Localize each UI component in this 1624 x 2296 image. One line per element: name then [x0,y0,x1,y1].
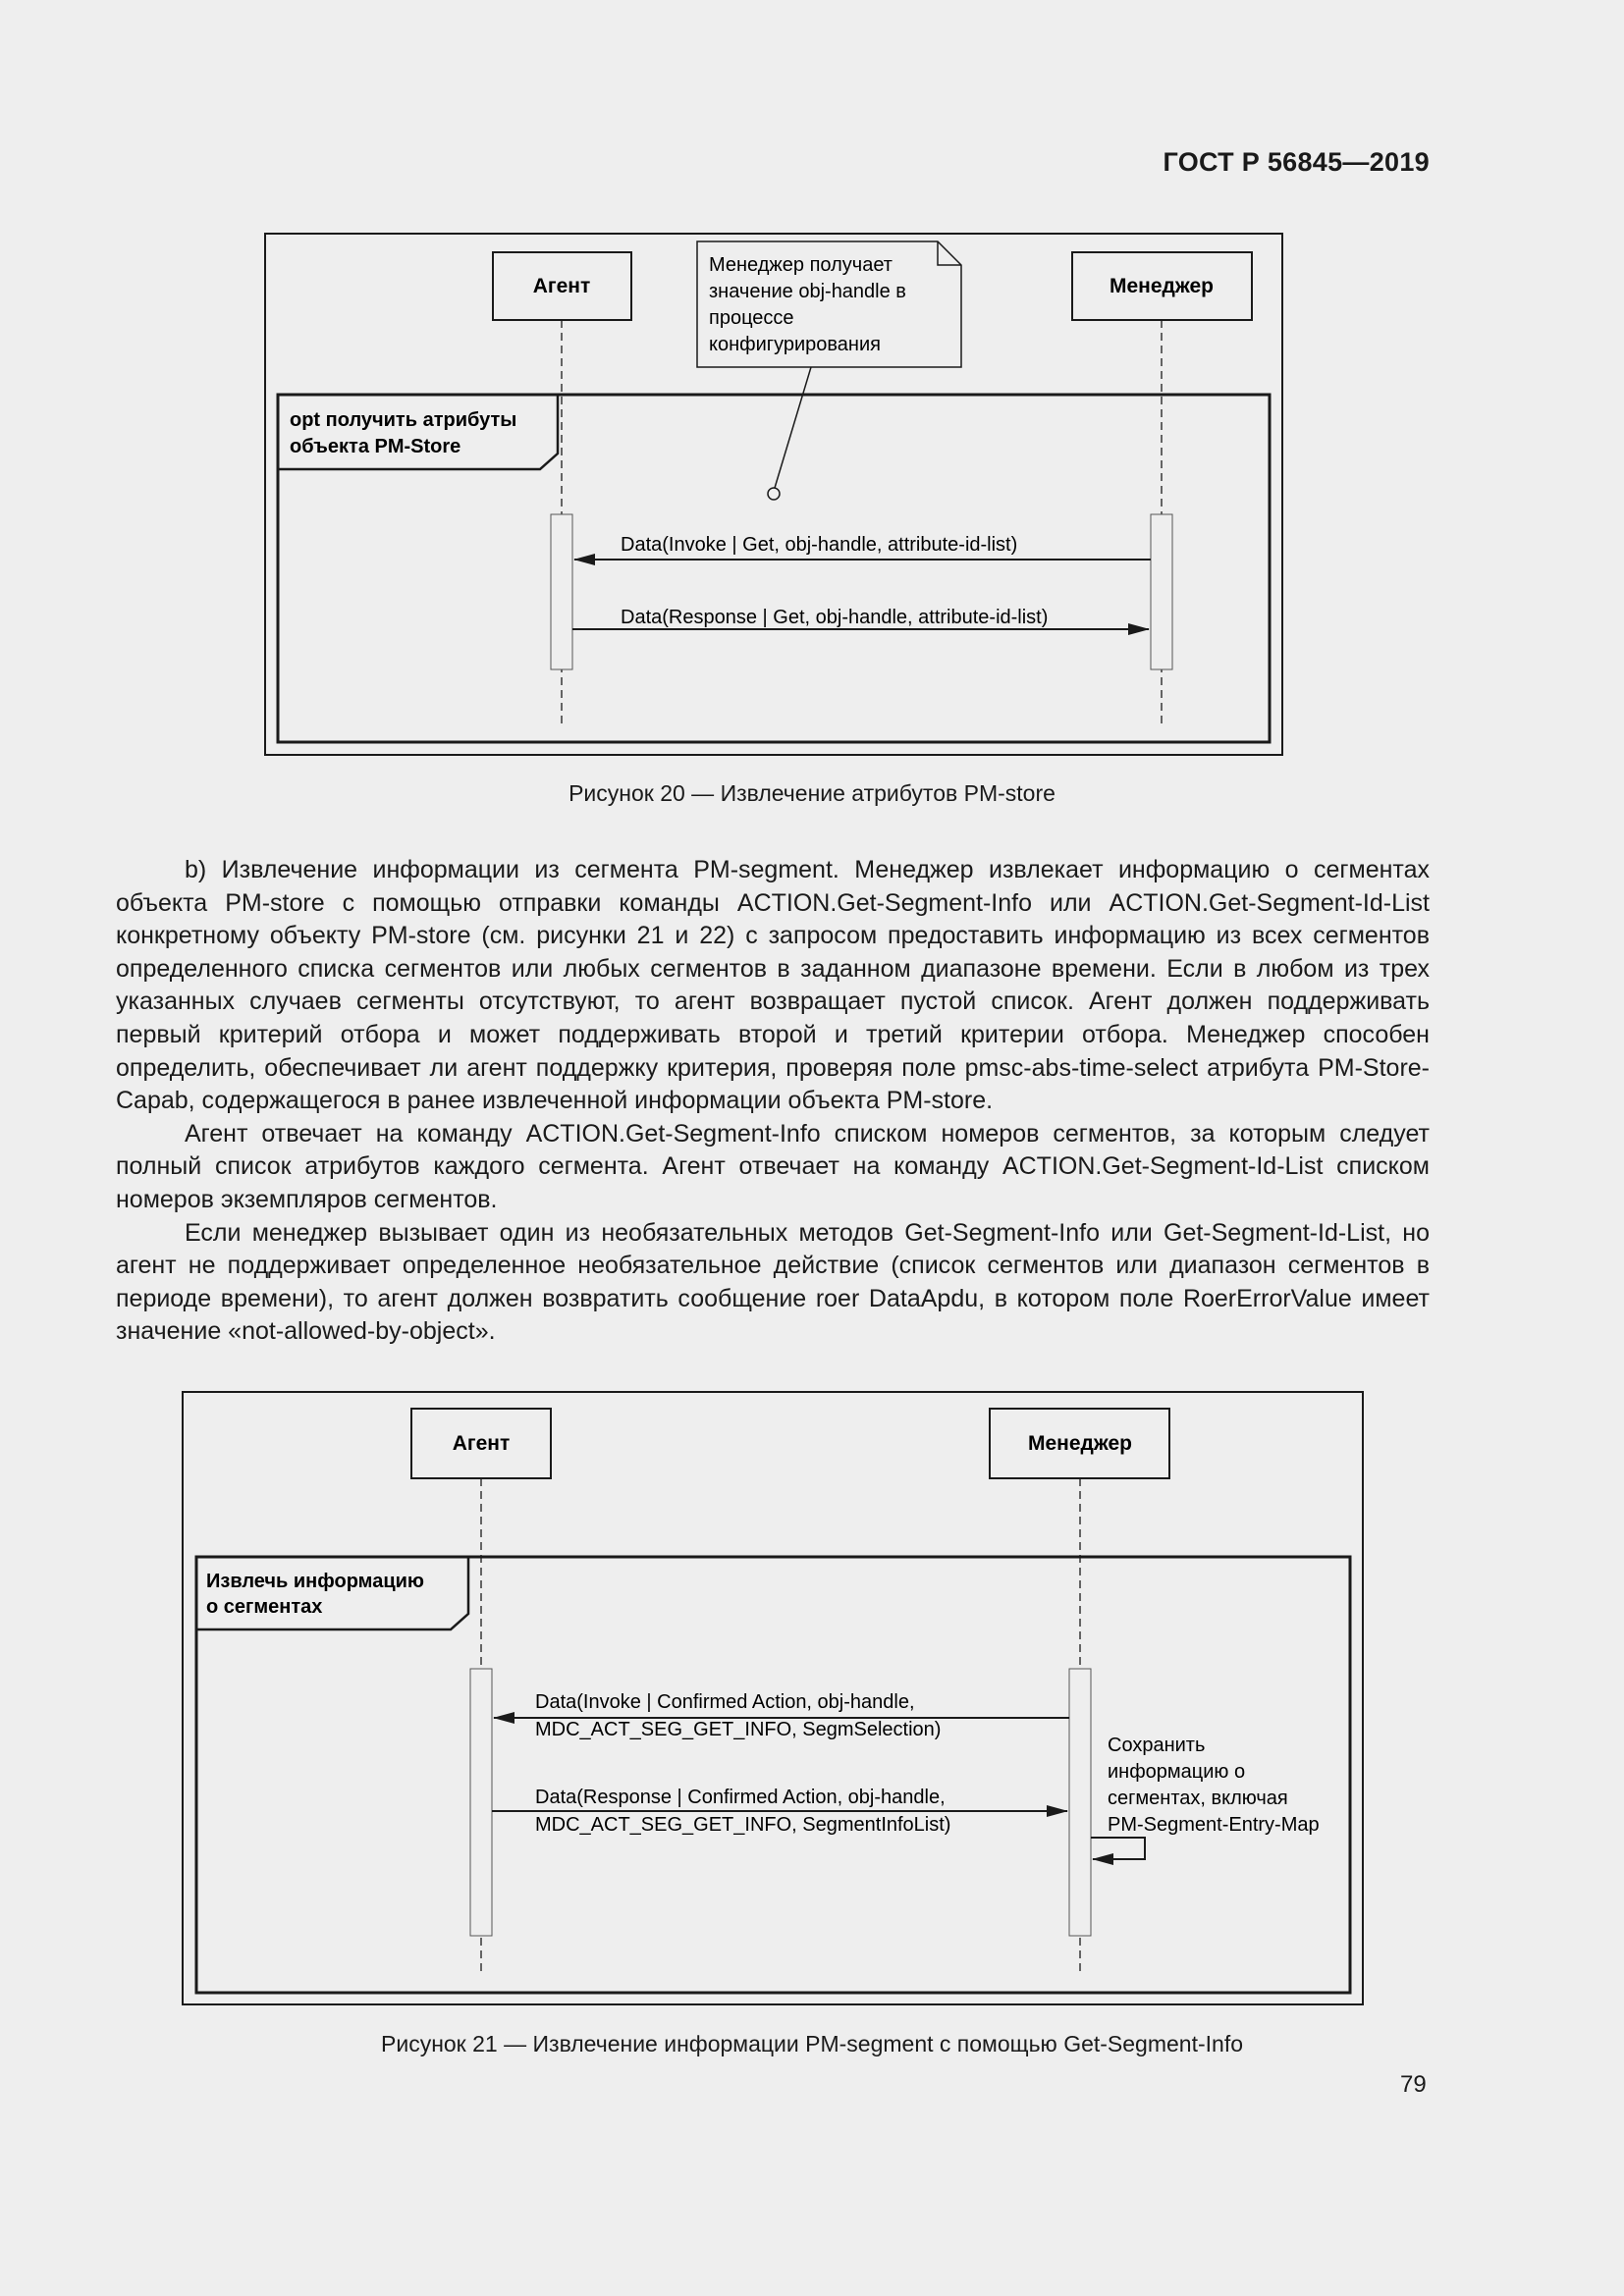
page-number: 79 [1400,2071,1427,2098]
message-label-invoke: Data(Invoke | Get, obj-handle, attribute-id-list) [621,534,1018,556]
paragraph: Если менеджер вызывает один из необязательных методов Get-Segment-Info или Get-Segment-Id-List, но агент не поддерживает определенное необязательное действие (список сегментов или диапазон сегментов в периоде времени), то агент должен возвратить сообщение roer DataApdu, в котором поле RoerErrorValue имеет значение «not-allowed-by-object». [116,1218,1430,1346]
opt-frame-label [290,409,522,457]
manager-activation [1151,514,1172,669]
note-line: Менеджер получает [709,254,893,276]
segment-frame-label [206,1571,430,1618]
message-line: MDC_ACT_SEG_GET_INFO, SegmSelection) [535,1719,942,1740]
paragraph: Агент отвечает на команду ACTION.Get-Segment-Info списком номеров сегментов, за которым следует полный список атрибутов каждого сегмента. Агент отвечает на команду ACTION.Get-Segment-Id-List списком номеров экземпляров сегментов. [116,1119,1430,1213]
self-note-line: Сохранить [1108,1735,1206,1756]
opt-frame-tab [278,395,558,469]
frame-label-line: о сегментах [206,1596,323,1618]
note-anchor [768,488,780,500]
self-message-note [1108,1735,1320,1836]
self-message-arrow [1091,1838,1145,1859]
note-line: значение obj-handle в [709,281,906,302]
agent-label: Агент [452,1432,511,1455]
figure-20-caption: Рисунок 20 — Извлечение атрибутов PM-store [568,780,1056,806]
manager-activation [1069,1669,1091,1936]
paragraph: b) Извлечение информации из сегмента PM-segment. Менеджер извлекает информацию о сегментах объекта PM-store с помощью отправки команды ACTION.Get-Segment-Info или ACTION.Get-Segment-Id-List конкретному объекту PM-store (см. рисунки 21 и 22) с запросом предоставить информацию из всех сегментов определенного списка сегментов или любых сегментов в заданном диапазоне времени. Если в любом из трех указанных случаев сегменты отсутствуют, то агент возвращает пустой список. Агент должен поддерживать первый критерий отбора и может поддерживать второй и третий критерии отбора. Менеджер способен определить, обеспечивает ли агент поддержку критерия, проверяя поле pmsc-abs-time-select атрибута PM-Store-Capab, содержащегося в ранее извлеченной информации объекта PM-store. [116,856,1430,1115]
self-note-line: сегментах, включая [1108,1788,1288,1809]
message-label-invoke [535,1691,941,1740]
self-note-line: PM-Segment-Entry-Map [1108,1814,1320,1836]
body-text [116,854,1430,1349]
note-line: конфигурирования [709,334,881,355]
agent-activation [551,514,572,669]
agent-label: Агент [532,275,591,297]
frame-label-line: объекта PM-Store [290,436,461,457]
figure-20-diagram [0,0,1624,785]
frame-label-line: Извлечь информацию [206,1571,424,1592]
segment-frame-tab [196,1557,468,1629]
note-connector [775,367,811,488]
frame-label-line: opt получить атрибуты [290,409,517,431]
message-line: Data(Invoke | Confirmed Action, obj-handle, [535,1691,915,1713]
standard-header: ГОСТ Р 56845—2019 [1163,147,1430,177]
message-line: Data(Response | Confirmed Action, obj-handle, [535,1787,946,1808]
manager-label: Менеджер [1028,1432,1132,1455]
figure-21-diagram [0,1374,1624,2022]
self-note-line: информацию о [1108,1761,1246,1783]
message-label-response: Data(Response | Get, obj-handle, attribute-id-list) [621,607,1049,628]
note-line: процессе [709,307,794,329]
figure-21-caption: Рисунок 21 — Извлечение информации PM-segment с помощью Get-Segment-Info [381,2031,1243,2056]
manager-label: Менеджер [1110,275,1214,297]
message-line: MDC_ACT_SEG_GET_INFO, SegmentInfoList) [535,1814,951,1836]
agent-activation [470,1669,492,1936]
